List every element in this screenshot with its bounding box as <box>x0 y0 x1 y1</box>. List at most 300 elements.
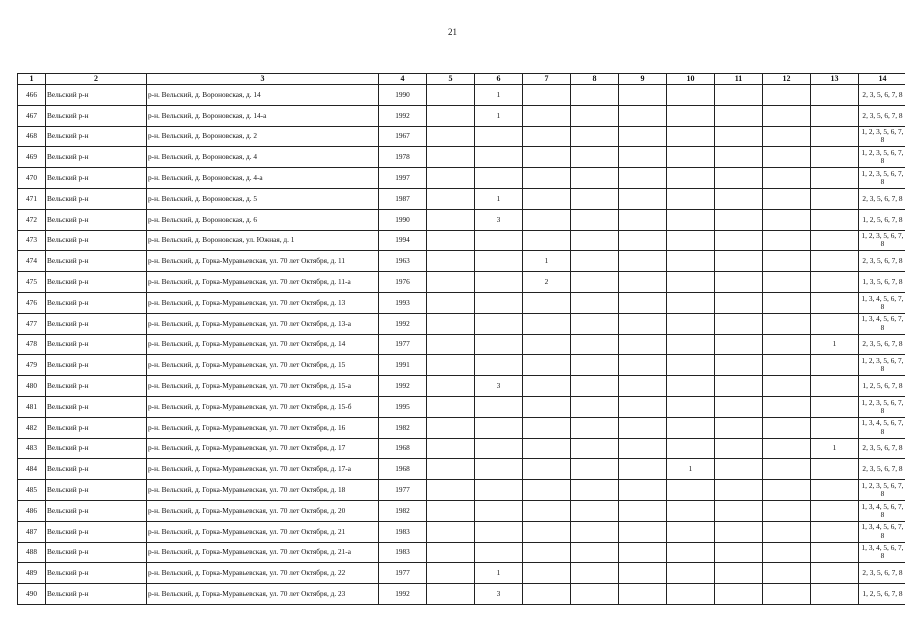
col10-cell: 1 <box>667 459 715 480</box>
col13-cell <box>811 480 859 501</box>
col5-cell <box>427 209 475 230</box>
table-row <box>18 334 905 355</box>
col12-cell <box>763 563 811 584</box>
district-cell: Вельский р-н <box>46 417 147 438</box>
header-row <box>18 74 905 85</box>
col9-cell <box>619 188 667 209</box>
year-cell: 1977 <box>379 480 427 501</box>
col5-cell <box>427 584 475 605</box>
col7-cell <box>523 292 571 313</box>
col13-cell <box>811 500 859 521</box>
col11-cell <box>715 584 763 605</box>
col9-cell <box>619 85 667 106</box>
address-cell: р-н. Вельский, д. Горка-Муравьевская, ул. 70 лет Октября, д. 11-а <box>147 272 379 293</box>
district-cell: Вельский р-н <box>46 563 147 584</box>
address-cell: р-н. Вельский, д. Вороновская, д. 14-а <box>147 105 379 126</box>
table-row <box>18 376 905 397</box>
district-cell: Вельский р-н <box>46 85 147 106</box>
col12-cell <box>763 334 811 355</box>
col12-cell <box>763 584 811 605</box>
col13-cell <box>811 521 859 542</box>
col13-cell <box>811 542 859 563</box>
year-cell: 1992 <box>379 105 427 126</box>
col10-cell <box>667 334 715 355</box>
table-row <box>18 251 905 272</box>
col9-cell <box>619 334 667 355</box>
col13-cell <box>811 251 859 272</box>
col8-cell <box>571 209 619 230</box>
district-cell: Вельский р-н <box>46 313 147 334</box>
col8-cell <box>571 188 619 209</box>
col13-cell: 1 <box>811 438 859 459</box>
col14-cell: 2, 3, 5, 6, 7, 8 <box>859 459 905 480</box>
address-cell: р-н. Вельский, д. Горка-Муравьевская, ул. 70 лет Октября, д. 11 <box>147 251 379 272</box>
col12-cell <box>763 105 811 126</box>
col8-cell <box>571 500 619 521</box>
col5-cell <box>427 292 475 313</box>
col11-cell <box>715 438 763 459</box>
col11-cell <box>715 521 763 542</box>
year-cell: 1990 <box>379 209 427 230</box>
table-row <box>18 272 905 293</box>
col10-cell <box>667 355 715 376</box>
col8-cell <box>571 396 619 417</box>
district-cell: Вельский р-н <box>46 147 147 168</box>
row-number: 466 <box>18 85 46 106</box>
table-row <box>18 438 905 459</box>
col11-cell <box>715 209 763 230</box>
col10-cell <box>667 292 715 313</box>
col10-cell <box>667 542 715 563</box>
column-header-1: 1 <box>18 74 46 85</box>
col5-cell <box>427 396 475 417</box>
col13-cell <box>811 105 859 126</box>
col9-cell <box>619 376 667 397</box>
district-cell: Вельский р-н <box>46 334 147 355</box>
col14-cell: 1, 2, 5, 6, 7, 8 <box>859 584 905 605</box>
year-cell: 1994 <box>379 230 427 251</box>
row-number: 481 <box>18 396 46 417</box>
col8-cell <box>571 376 619 397</box>
column-header-11: 11 <box>715 74 763 85</box>
col14-cell: 1, 2, 3, 5, 6, 7, 8 <box>859 480 905 501</box>
col14-cell: 2, 3, 5, 6, 7, 8 <box>859 251 905 272</box>
table-row <box>18 85 905 106</box>
year-cell: 1976 <box>379 272 427 293</box>
column-header-10: 10 <box>667 74 715 85</box>
col7-cell <box>523 480 571 501</box>
year-cell: 1995 <box>379 396 427 417</box>
col12-cell <box>763 126 811 147</box>
col5-cell <box>427 355 475 376</box>
row-number: 477 <box>18 313 46 334</box>
address-cell: р-н. Вельский, д. Горка-Муравьевская, ул. 70 лет Октября, д. 21-а <box>147 542 379 563</box>
col9-cell <box>619 438 667 459</box>
col9-cell <box>619 251 667 272</box>
row-number: 478 <box>18 334 46 355</box>
col12-cell <box>763 355 811 376</box>
address-cell: р-н. Вельский, д. Горка-Муравьевская, ул. 70 лет Октября, д. 18 <box>147 480 379 501</box>
address-cell: р-н. Вельский, д. Горка-Муравьевская, ул. 70 лет Октября, д. 23 <box>147 584 379 605</box>
col6-cell: 3 <box>475 584 523 605</box>
col11-cell <box>715 459 763 480</box>
col14-cell: 1, 3, 4, 5, 6, 7, 8 <box>859 313 905 334</box>
col6-cell <box>475 272 523 293</box>
table-body <box>18 85 905 605</box>
col11-cell <box>715 147 763 168</box>
col10-cell <box>667 251 715 272</box>
col11-cell <box>715 417 763 438</box>
col7-cell <box>523 521 571 542</box>
year-cell: 1968 <box>379 459 427 480</box>
year-cell: 1990 <box>379 85 427 106</box>
col10-cell <box>667 126 715 147</box>
col12-cell <box>763 230 811 251</box>
row-number: 488 <box>18 542 46 563</box>
table-row <box>18 168 905 189</box>
address-cell: р-н. Вельский, д. Горка-Муравьевская, ул. 70 лет Октября, д. 14 <box>147 334 379 355</box>
col6-cell <box>475 480 523 501</box>
district-cell: Вельский р-н <box>46 126 147 147</box>
col12-cell <box>763 480 811 501</box>
col6-cell <box>475 438 523 459</box>
row-number: 483 <box>18 438 46 459</box>
table-row <box>18 292 905 313</box>
col10-cell <box>667 521 715 542</box>
address-cell: р-н. Вельский, д. Вороновская, д. 5 <box>147 188 379 209</box>
col12-cell <box>763 542 811 563</box>
col11-cell <box>715 334 763 355</box>
column-header-13: 13 <box>811 74 859 85</box>
address-cell: р-н. Вельский, д. Горка-Муравьевская, ул. 70 лет Октября, д. 20 <box>147 500 379 521</box>
col14-cell: 1, 2, 5, 6, 7, 8 <box>859 209 905 230</box>
col12-cell <box>763 188 811 209</box>
col9-cell <box>619 147 667 168</box>
district-cell: Вельский р-н <box>46 251 147 272</box>
col13-cell <box>811 376 859 397</box>
col7-cell <box>523 355 571 376</box>
col10-cell <box>667 438 715 459</box>
year-cell: 1967 <box>379 126 427 147</box>
col14-cell: 2, 3, 5, 6, 7, 8 <box>859 188 905 209</box>
col12-cell <box>763 417 811 438</box>
column-header-4: 4 <box>379 74 427 85</box>
col5-cell <box>427 459 475 480</box>
col6-cell <box>475 521 523 542</box>
col14-cell: 2, 3, 5, 6, 7, 8 <box>859 105 905 126</box>
column-header-2: 2 <box>46 74 147 85</box>
table-row <box>18 500 905 521</box>
address-cell: р-н. Вельский, д. Вороновская, д. 4-а <box>147 168 379 189</box>
col9-cell <box>619 521 667 542</box>
col11-cell <box>715 272 763 293</box>
col6-cell <box>475 417 523 438</box>
year-cell: 1982 <box>379 417 427 438</box>
col14-cell: 1, 3, 4, 5, 6, 7, 8 <box>859 292 905 313</box>
col14-cell: 1, 3, 4, 5, 6, 7, 8 <box>859 417 905 438</box>
year-cell: 1977 <box>379 334 427 355</box>
year-cell: 1991 <box>379 355 427 376</box>
district-cell: Вельский р-н <box>46 438 147 459</box>
column-header-9: 9 <box>619 74 667 85</box>
col6-cell <box>475 459 523 480</box>
row-number: 476 <box>18 292 46 313</box>
col11-cell <box>715 396 763 417</box>
col9-cell <box>619 542 667 563</box>
col10-cell <box>667 230 715 251</box>
col5-cell <box>427 313 475 334</box>
col9-cell <box>619 209 667 230</box>
col13-cell <box>811 209 859 230</box>
col5-cell <box>427 251 475 272</box>
col10-cell <box>667 168 715 189</box>
col10-cell <box>667 313 715 334</box>
col6-cell <box>475 542 523 563</box>
address-cell: р-н. Вельский, д. Горка-Муравьевская, ул. 70 лет Октября, д. 17-а <box>147 459 379 480</box>
col8-cell <box>571 459 619 480</box>
col8-cell <box>571 480 619 501</box>
col8-cell <box>571 168 619 189</box>
col5-cell <box>427 126 475 147</box>
col6-cell: 1 <box>475 85 523 106</box>
col9-cell <box>619 584 667 605</box>
col8-cell <box>571 521 619 542</box>
col5-cell <box>427 147 475 168</box>
col5-cell <box>427 230 475 251</box>
col11-cell <box>715 376 763 397</box>
col11-cell <box>715 480 763 501</box>
col11-cell <box>715 292 763 313</box>
address-cell: р-н. Вельский, д. Горка-Муравьевская, ул. 70 лет Октября, д. 13-а <box>147 313 379 334</box>
col14-cell: 1, 2, 3, 5, 6, 7, 8 <box>859 147 905 168</box>
col11-cell <box>715 355 763 376</box>
col9-cell <box>619 230 667 251</box>
col13-cell <box>811 417 859 438</box>
col10-cell <box>667 584 715 605</box>
col7-cell <box>523 438 571 459</box>
table-row <box>18 584 905 605</box>
col13-cell <box>811 168 859 189</box>
district-cell: Вельский р-н <box>46 459 147 480</box>
col10-cell <box>667 105 715 126</box>
col12-cell <box>763 272 811 293</box>
table-row <box>18 313 905 334</box>
year-cell: 1997 <box>379 168 427 189</box>
col10-cell <box>667 563 715 584</box>
col13-cell <box>811 126 859 147</box>
col9-cell <box>619 292 667 313</box>
col14-cell: 1, 3, 5, 6, 7, 8 <box>859 272 905 293</box>
col13-cell <box>811 85 859 106</box>
year-cell: 1983 <box>379 542 427 563</box>
col11-cell <box>715 313 763 334</box>
row-number: 470 <box>18 168 46 189</box>
col6-cell <box>475 251 523 272</box>
col14-cell: 2, 3, 5, 6, 7, 8 <box>859 563 905 584</box>
col8-cell <box>571 272 619 293</box>
col14-cell: 1, 2, 3, 5, 6, 7, 8 <box>859 396 905 417</box>
col9-cell <box>619 355 667 376</box>
col6-cell <box>475 396 523 417</box>
col12-cell <box>763 396 811 417</box>
district-cell: Вельский р-н <box>46 396 147 417</box>
year-cell: 1992 <box>379 376 427 397</box>
district-cell: Вельский р-н <box>46 292 147 313</box>
col12-cell <box>763 438 811 459</box>
col5-cell <box>427 168 475 189</box>
col14-cell: 2, 3, 5, 6, 7, 8 <box>859 438 905 459</box>
col5-cell <box>427 500 475 521</box>
column-header-14: 14 <box>859 74 905 85</box>
district-cell: Вельский р-н <box>46 355 147 376</box>
address-cell: р-н. Вельский, д. Вороновская, д. 2 <box>147 126 379 147</box>
col8-cell <box>571 563 619 584</box>
column-header-7: 7 <box>523 74 571 85</box>
district-cell: Вельский р-н <box>46 168 147 189</box>
column-header-5: 5 <box>427 74 475 85</box>
col6-cell <box>475 230 523 251</box>
col11-cell <box>715 168 763 189</box>
table-row <box>18 355 905 376</box>
col7-cell <box>523 313 571 334</box>
col12-cell <box>763 459 811 480</box>
col9-cell <box>619 168 667 189</box>
col14-cell: 1, 3, 4, 5, 6, 7, 8 <box>859 542 905 563</box>
row-number: 480 <box>18 376 46 397</box>
col8-cell <box>571 584 619 605</box>
col8-cell <box>571 355 619 376</box>
column-header-12: 12 <box>763 74 811 85</box>
row-number: 479 <box>18 355 46 376</box>
col7-cell <box>523 563 571 584</box>
col7-cell <box>523 459 571 480</box>
col13-cell <box>811 230 859 251</box>
col6-cell <box>475 168 523 189</box>
col6-cell <box>475 147 523 168</box>
col12-cell <box>763 500 811 521</box>
col8-cell <box>571 251 619 272</box>
page-number: 21 <box>448 27 457 37</box>
col11-cell <box>715 105 763 126</box>
col5-cell <box>427 438 475 459</box>
row-number: 490 <box>18 584 46 605</box>
col10-cell <box>667 376 715 397</box>
col8-cell <box>571 126 619 147</box>
col5-cell <box>427 105 475 126</box>
table-row <box>18 209 905 230</box>
col5-cell <box>427 272 475 293</box>
col6-cell <box>475 313 523 334</box>
col5-cell <box>427 521 475 542</box>
col9-cell <box>619 313 667 334</box>
col13-cell <box>811 584 859 605</box>
col11-cell <box>715 85 763 106</box>
col9-cell <box>619 563 667 584</box>
table-row <box>18 417 905 438</box>
year-cell: 1978 <box>379 147 427 168</box>
col10-cell <box>667 272 715 293</box>
table-row <box>18 188 905 209</box>
table-row <box>18 521 905 542</box>
row-number: 485 <box>18 480 46 501</box>
col8-cell <box>571 542 619 563</box>
col13-cell <box>811 292 859 313</box>
col13-cell <box>811 355 859 376</box>
col12-cell <box>763 168 811 189</box>
col13-cell <box>811 188 859 209</box>
address-cell: р-н. Вельский, д. Вороновская, ул. Южная, д. 1 <box>147 230 379 251</box>
col13-cell: 1 <box>811 334 859 355</box>
col7-cell <box>523 584 571 605</box>
district-cell: Вельский р-н <box>46 209 147 230</box>
col7-cell: 1 <box>523 251 571 272</box>
table-row <box>18 147 905 168</box>
col11-cell <box>715 563 763 584</box>
year-cell: 1963 <box>379 251 427 272</box>
col10-cell <box>667 209 715 230</box>
address-cell: р-н. Вельский, д. Горка-Муравьевская, ул. 70 лет Октября, д. 21 <box>147 521 379 542</box>
col8-cell <box>571 230 619 251</box>
table-row <box>18 105 905 126</box>
address-cell: р-н. Вельский, д. Горка-Муравьевская, ул. 70 лет Октября, д. 15-а <box>147 376 379 397</box>
address-cell: р-н. Вельский, д. Горка-Муравьевская, ул. 70 лет Октября, д. 15 <box>147 355 379 376</box>
col10-cell <box>667 396 715 417</box>
col7-cell <box>523 230 571 251</box>
col13-cell <box>811 313 859 334</box>
col7-cell <box>523 334 571 355</box>
address-cell: р-н. Вельский, д. Вороновская, д. 4 <box>147 147 379 168</box>
year-cell: 1992 <box>379 313 427 334</box>
table-row <box>18 563 905 584</box>
row-number: 472 <box>18 209 46 230</box>
col5-cell <box>427 417 475 438</box>
year-cell: 1987 <box>379 188 427 209</box>
col6-cell: 1 <box>475 563 523 584</box>
col7-cell <box>523 126 571 147</box>
col6-cell: 1 <box>475 105 523 126</box>
col9-cell <box>619 417 667 438</box>
row-number: 487 <box>18 521 46 542</box>
district-cell: Вельский р-н <box>46 188 147 209</box>
col9-cell <box>619 126 667 147</box>
col12-cell <box>763 251 811 272</box>
year-cell: 1983 <box>379 521 427 542</box>
year-cell: 1977 <box>379 563 427 584</box>
col11-cell <box>715 126 763 147</box>
district-cell: Вельский р-н <box>46 376 147 397</box>
col10-cell <box>667 480 715 501</box>
col14-cell: 1, 3, 4, 5, 6, 7, 8 <box>859 521 905 542</box>
table-row <box>18 542 905 563</box>
col9-cell <box>619 480 667 501</box>
col5-cell <box>427 334 475 355</box>
col7-cell <box>523 105 571 126</box>
col12-cell <box>763 376 811 397</box>
row-number: 468 <box>18 126 46 147</box>
district-cell: Вельский р-н <box>46 480 147 501</box>
col6-cell: 3 <box>475 209 523 230</box>
col7-cell <box>523 188 571 209</box>
col7-cell <box>523 209 571 230</box>
col14-cell: 1, 3, 4, 5, 6, 7, 8 <box>859 500 905 521</box>
table-row <box>18 480 905 501</box>
column-header-3: 3 <box>147 74 379 85</box>
col8-cell <box>571 417 619 438</box>
col5-cell <box>427 376 475 397</box>
col14-cell: 1, 2, 3, 5, 6, 7, 8 <box>859 168 905 189</box>
col10-cell <box>667 85 715 106</box>
row-number: 475 <box>18 272 46 293</box>
